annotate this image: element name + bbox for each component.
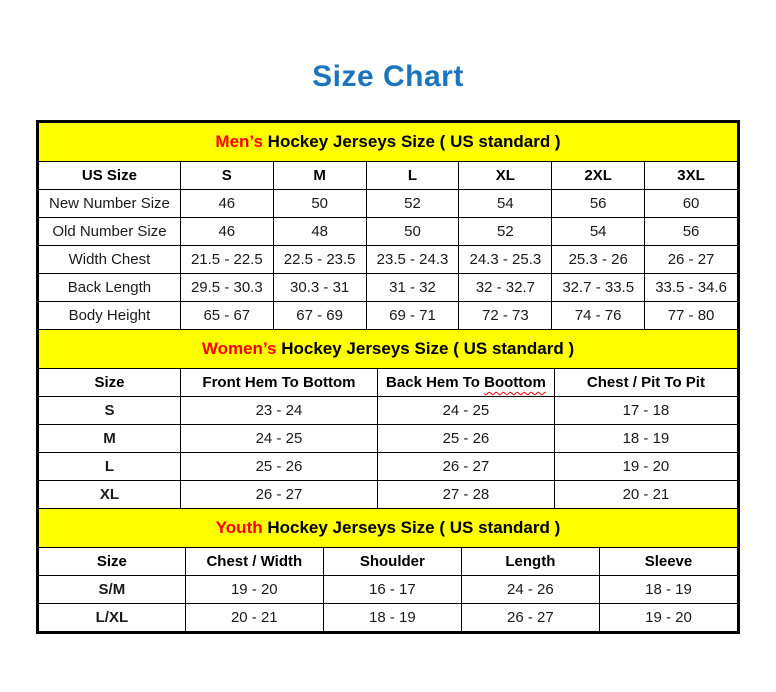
value-cell: 22.5 - 23.5	[273, 246, 366, 274]
value-cell: 54	[459, 190, 552, 218]
row-label: New Number Size	[39, 190, 181, 218]
mens-section-title	[39, 123, 738, 162]
table-row	[39, 604, 738, 632]
value-cell: 54	[552, 218, 645, 246]
value-cell: 20 - 21	[554, 481, 737, 509]
column-header: Length	[461, 548, 599, 576]
value-cell: 24 - 26	[461, 576, 599, 604]
row-label: S	[39, 397, 181, 425]
column-header: Chest / Pit To Pit	[554, 369, 737, 397]
row-label: Back Length	[39, 274, 181, 302]
value-cell: 50	[366, 218, 459, 246]
mens-size-table	[38, 122, 738, 330]
value-cell: 32.7 - 33.5	[552, 274, 645, 302]
value-cell: 46	[180, 190, 273, 218]
womens-section-accent: Women’s	[201, 339, 277, 358]
value-cell: 26 - 27	[461, 604, 599, 632]
value-cell: 46	[180, 218, 273, 246]
womens-header-row	[39, 369, 738, 397]
value-cell: 21.5 - 22.5	[180, 246, 273, 274]
value-cell: 26 - 27	[180, 481, 377, 509]
row-label: Old Number Size	[39, 218, 181, 246]
value-cell: 31 - 32	[366, 274, 459, 302]
column-header: L	[366, 162, 459, 190]
misspelled-word: Boottom	[484, 374, 546, 391]
mens-section-title-text: Hockey Jerseys Size ( US standard )	[262, 132, 561, 151]
table-row	[39, 190, 738, 218]
column-header	[378, 369, 555, 397]
row-label: L/XL	[39, 604, 186, 632]
value-cell: 56	[552, 190, 645, 218]
value-cell: 19 - 20	[185, 576, 323, 604]
youth-section-accent: Youth	[215, 518, 263, 537]
value-cell: 18 - 19	[554, 425, 737, 453]
column-header: Sleeve	[599, 548, 737, 576]
value-cell: 26 - 27	[645, 246, 738, 274]
youth-section-row	[39, 509, 738, 548]
column-header: M	[273, 162, 366, 190]
youth-section-title-text: Hockey Jerseys Size ( US standard )	[262, 518, 561, 537]
mens-header-row	[39, 162, 738, 190]
value-cell: 27 - 28	[378, 481, 555, 509]
table-row	[39, 274, 738, 302]
value-cell: 17 - 18	[554, 397, 737, 425]
value-cell: 33.5 - 34.6	[645, 274, 738, 302]
value-cell: 60	[645, 190, 738, 218]
table-row	[39, 576, 738, 604]
row-label: Body Height	[39, 302, 181, 330]
value-cell: 19 - 20	[599, 604, 737, 632]
column-header: Size	[39, 369, 181, 397]
table-row	[39, 425, 738, 453]
column-header: Front Hem To Bottom	[180, 369, 377, 397]
mens-section-accent: Men’s	[215, 132, 263, 151]
table-row	[39, 302, 738, 330]
column-header: 3XL	[645, 162, 738, 190]
value-cell: 16 - 17	[323, 576, 461, 604]
column-header-text: Back Hem To	[386, 374, 485, 391]
value-cell: 74 - 76	[552, 302, 645, 330]
value-cell: 32 - 32.7	[459, 274, 552, 302]
value-cell: 25 - 26	[180, 453, 377, 481]
value-cell: 72 - 73	[459, 302, 552, 330]
womens-section-title-text: Hockey Jerseys Size ( US standard )	[276, 339, 575, 358]
page-title: Size Chart	[312, 60, 464, 93]
womens-size-table	[38, 329, 738, 509]
column-header: 2XL	[552, 162, 645, 190]
youth-header-row	[39, 548, 738, 576]
youth-section-title	[39, 509, 738, 548]
column-header: US Size	[39, 162, 181, 190]
value-cell: 25 - 26	[378, 425, 555, 453]
value-cell: 26 - 27	[378, 453, 555, 481]
value-cell: 20 - 21	[185, 604, 323, 632]
value-cell: 18 - 19	[323, 604, 461, 632]
youth-size-table	[38, 508, 738, 632]
table-row	[39, 453, 738, 481]
column-header: S	[180, 162, 273, 190]
value-cell: 18 - 19	[599, 576, 737, 604]
column-header: XL	[459, 162, 552, 190]
womens-section-row	[39, 330, 738, 369]
value-cell: 23 - 24	[180, 397, 377, 425]
row-label: L	[39, 453, 181, 481]
value-cell: 48	[273, 218, 366, 246]
value-cell: 69 - 71	[366, 302, 459, 330]
womens-section-title	[39, 330, 738, 369]
value-cell: 24.3 - 25.3	[459, 246, 552, 274]
value-cell: 65 - 67	[180, 302, 273, 330]
value-cell: 29.5 - 30.3	[180, 274, 273, 302]
row-label: M	[39, 425, 181, 453]
table-row	[39, 481, 738, 509]
value-cell: 19 - 20	[554, 453, 737, 481]
mens-section-row	[39, 123, 738, 162]
column-header: Chest / Width	[185, 548, 323, 576]
value-cell: 23.5 - 24.3	[366, 246, 459, 274]
value-cell: 77 - 80	[645, 302, 738, 330]
value-cell: 50	[273, 190, 366, 218]
value-cell: 25.3 - 26	[552, 246, 645, 274]
table-row	[39, 218, 738, 246]
size-chart-frame	[36, 120, 740, 634]
table-row	[39, 397, 738, 425]
row-label: XL	[39, 481, 181, 509]
value-cell: 52	[366, 190, 459, 218]
value-cell: 24 - 25	[180, 425, 377, 453]
value-cell: 24 - 25	[378, 397, 555, 425]
column-header: Size	[39, 548, 186, 576]
value-cell: 67 - 69	[273, 302, 366, 330]
row-label: S/M	[39, 576, 186, 604]
row-label: Width Chest	[39, 246, 181, 274]
value-cell: 30.3 - 31	[273, 274, 366, 302]
value-cell: 56	[645, 218, 738, 246]
table-row	[39, 246, 738, 274]
column-header: Shoulder	[323, 548, 461, 576]
value-cell: 52	[459, 218, 552, 246]
